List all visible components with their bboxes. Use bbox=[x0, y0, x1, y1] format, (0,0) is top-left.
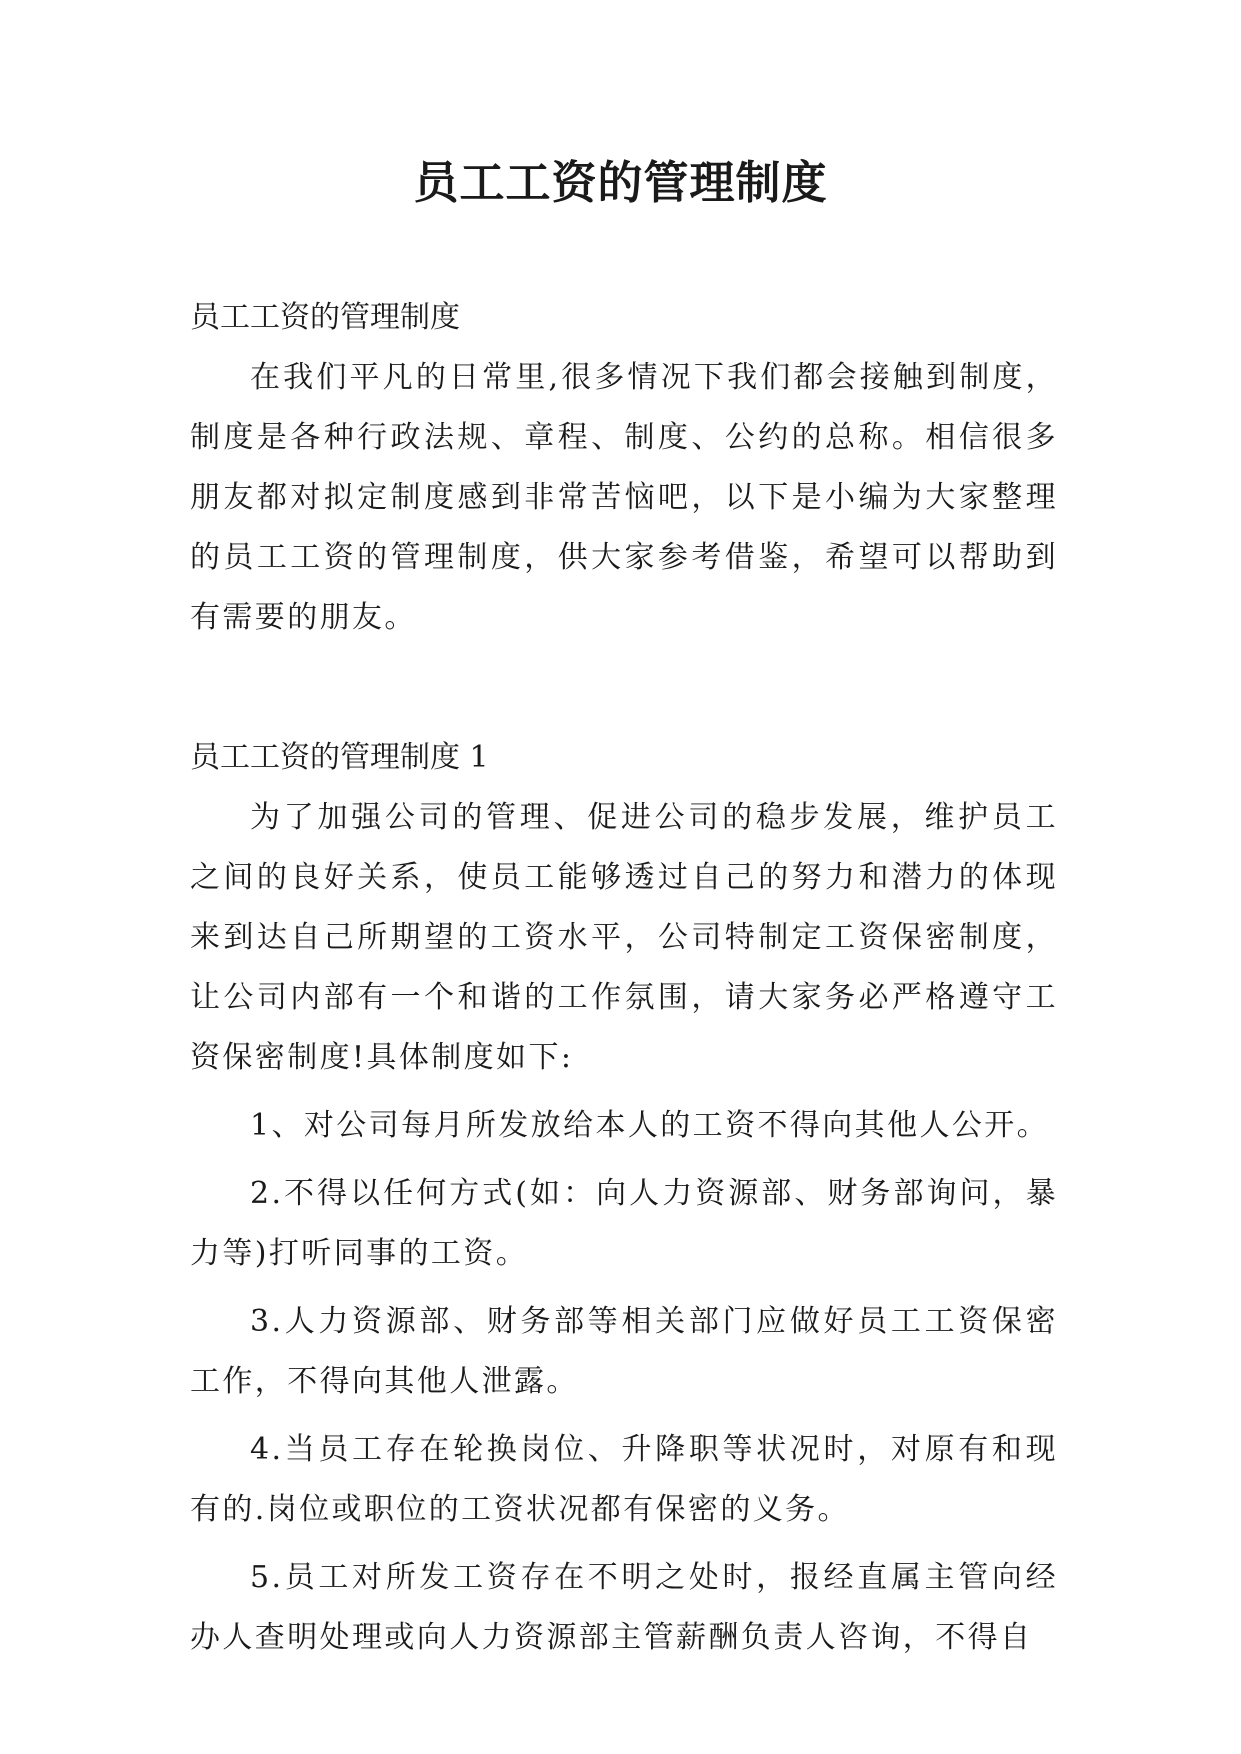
rule-item-2: 2.不得以任何方式(如：向人力资源部、财务部询问，暴力等)打听同事的工资。 bbox=[190, 1176, 1058, 1271]
intro-paragraph: 在我们平凡的日常里,很多情况下我们都会接触到制度，制度是各种行政法规、章程、制度、公约的总称。相信很多朋友都对拟定制度感到非常苦恼吧，以下是小编为大家整理的员工工资的管理制度，供大家参考借鉴，希望可以帮助到有需要的朋友。 bbox=[190, 360, 1058, 635]
rule-item-4: 4.当员工存在轮换岗位、升降职等状况时，对原有和现有的.岗位或职位的工资状况都有保密的义务。 bbox=[190, 1432, 1058, 1527]
rule-item-1: 1、对公司每月所发放给本人的工资不得向其他人公开。 bbox=[250, 1108, 1050, 1143]
section-heading: 员工工资的管理制度 1 bbox=[190, 740, 489, 775]
rule-item-3: 3.人力资源部、财务部等相关部门应做好员工工资保密工作，不得向其他人泄露。 bbox=[190, 1304, 1058, 1399]
intro-heading: 员工工资的管理制度 bbox=[190, 300, 460, 335]
rule-item-5: 5.员工对所发工资存在不明之处时，报经直属主管向经办人查明处理或向人力资源部主管薪酬负责人咨询，不得自 bbox=[190, 1560, 1058, 1655]
document-title: 员工工资的管理制度 bbox=[413, 156, 828, 209]
document-body bbox=[190, 288, 1058, 1668]
section-paragraph: 为了加强公司的管理、促进公司的稳步发展，维护员工之间的良好关系，使员工能够透过自己的努力和潜力的体现来到达自己所期望的工资水平，公司特制定工资保密制度，让公司内部有一个和谐的工作氛围，请大家务必严格遵守工资保密制度!具体制度如下: bbox=[190, 800, 1058, 1075]
